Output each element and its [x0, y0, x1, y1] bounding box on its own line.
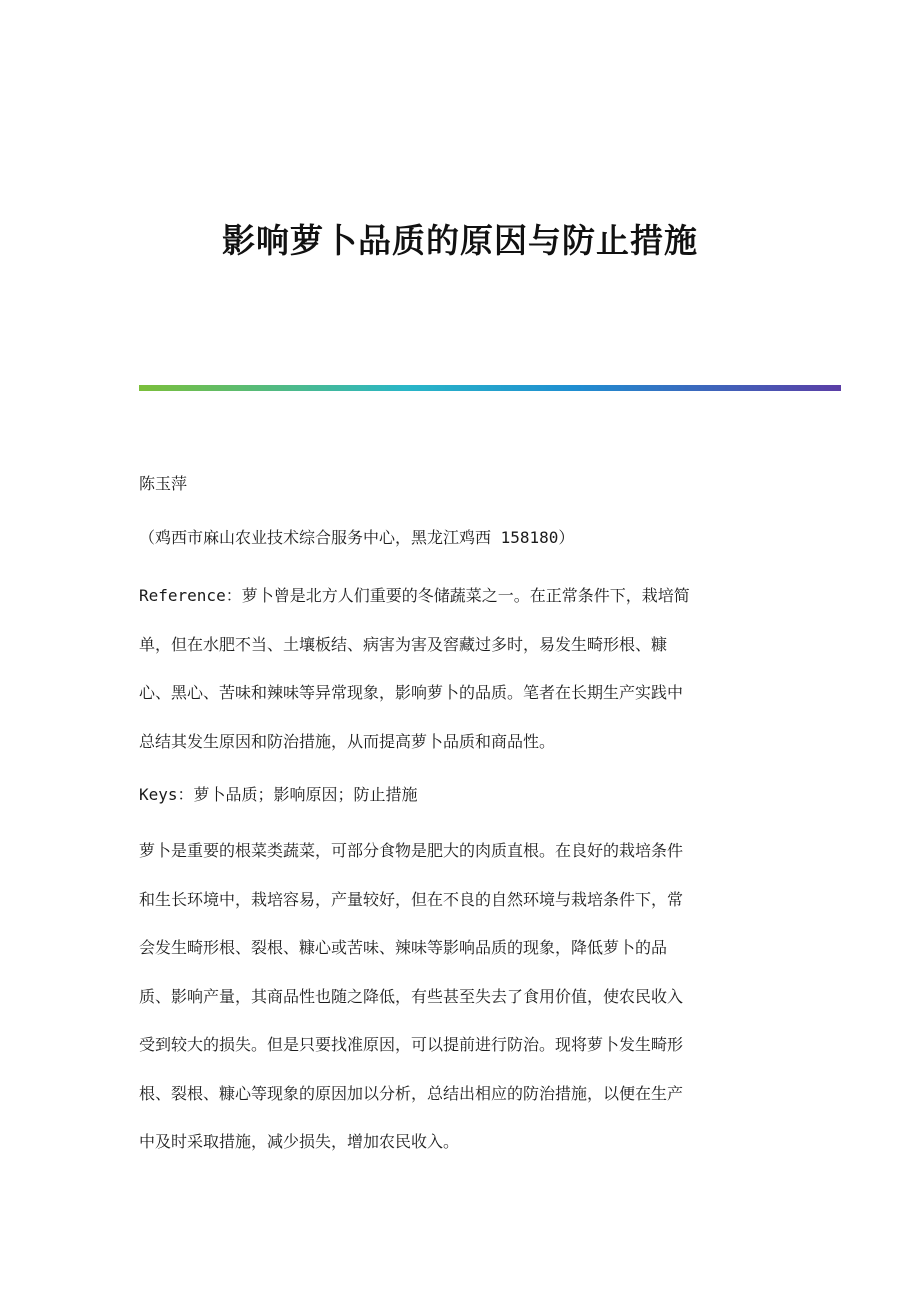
- title-gradient-rule: [139, 385, 841, 391]
- abstract-line: 总结其发生原因和防治措施，从而提高萝卜品质和商品性。: [139, 731, 556, 751]
- body-line: 受到较大的损失。但是只要找准原因，可以提前进行防治。现将萝卜发生畸形: [139, 1035, 684, 1054]
- abstract-paragraph: [139, 572, 779, 766]
- body-line: 质、影响产量，其商品性也随之降低，有些甚至失去了食用价值，使农民收入: [139, 986, 684, 1006]
- abstract-line: 单，但在水肥不当、土壤板结、病害为害及窖藏过多时，易发生畸形根、糠: [139, 634, 668, 654]
- author-name: 陈玉萍: [139, 474, 188, 493]
- body-line: 根、裂根、糠心等现象的原因加以分析，总结出相应的防治措施，以便在生产: [139, 1083, 684, 1103]
- body-line: 会发生畸形根、裂根、糠心或苦味、辣味等影响品质的现象，降低萝卜的品: [139, 938, 668, 957]
- keywords-line: Keys：萝卜品质；影响原因；防止措施: [139, 785, 418, 804]
- abstract-line: Reference：萝卜曾是北方人们重要的冬储蔬菜之一。在正常条件下，栽培简: [139, 586, 690, 605]
- body-line: 中及时采取措施，减少损失，增加农民收入。: [139, 1132, 460, 1151]
- abstract-line: 心、黑心、苦味和辣味等异常现象，影响萝卜的品质。笔者在长期生产实践中: [139, 683, 684, 702]
- page-title: 影响萝卜品质的原因与防止措施: [222, 221, 698, 260]
- body-line: 和生长环境中，栽培容易，产量较好，但在不良的自然环境与栽培条件下，常: [139, 889, 684, 909]
- body-paragraph: [139, 827, 779, 1167]
- author-affiliation: （鸡西市麻山农业技术综合服务中心，黑龙江鸡西 158180）: [139, 528, 575, 547]
- body-line: 萝卜是重要的根菜类蔬菜，可部分食物是肥大的肉质直根。在良好的栽培条件: [139, 841, 684, 860]
